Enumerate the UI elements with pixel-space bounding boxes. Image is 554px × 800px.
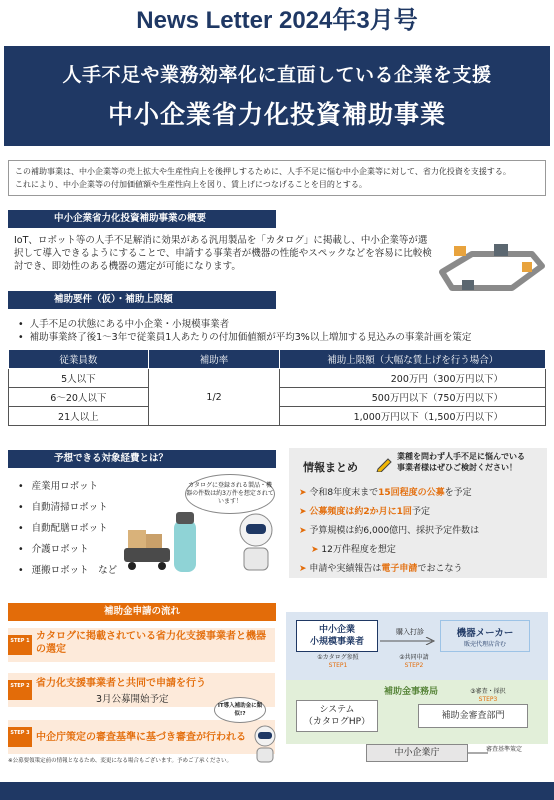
examples-heading: 予想できる対象経費とは？ xyxy=(8,450,276,468)
requirements-heading: 補助要件（仮）・補助上限額 xyxy=(8,291,276,309)
table-row xyxy=(9,369,546,388)
summary-item: ➤ 申請や実績報告は電子申請でおこなう xyxy=(299,560,479,579)
banner-title: 中小企業省力化投資補助事業 xyxy=(107,100,446,129)
limit-cell: 200万円（300万円以下） xyxy=(280,369,546,388)
requirement-item: • 人手不足の状態にある中小企業・小規模事業者 xyxy=(18,318,471,331)
info-summary xyxy=(289,448,547,578)
overview-text: IoT、ロボット等の人手不足解消に効果がある汎用製品を「カタログ」に掲載し、中小企業等が選択して導入できるようにすることで、申請する事業者が機器の性能やスペックなどを容易に比較検討でき、即効性のある機器の選定が可能になります。 xyxy=(14,235,432,272)
maker-box xyxy=(440,620,530,652)
intro-line-2: これにより、中小企業等の付加価値額や生産性向上を図り、賃上げにつなげることを目的とする。 xyxy=(15,180,367,189)
example-item: • 自動配膳ロボット xyxy=(18,518,117,539)
table-header-row xyxy=(9,350,546,369)
company-box: 中小企業 小規模事業者 xyxy=(296,620,378,652)
header-rate: 補助率 xyxy=(148,350,280,369)
step-3-text: 中企庁策定の審査基準に基づき審査が行われる xyxy=(36,732,246,743)
summary-note xyxy=(397,451,525,473)
step1-arrow-label: ①カタログ参照 STEP1 xyxy=(317,654,359,669)
step-1-text: カタログに掲載されている省力化支援事業者と機器の選定 xyxy=(36,631,266,655)
employees-cell: 21人以上 xyxy=(9,407,149,426)
examples-list xyxy=(18,476,117,581)
bottom-bar xyxy=(0,782,554,800)
overview-heading: 中小企業省力化投資補助事業の概要 xyxy=(8,210,276,228)
intro-line-1: この補助事業は、中小企業等の売上拡大や生産性向上を後押しするために、人手不足に悩む中小企業等に対して、省力化投資を支援する。 xyxy=(15,167,511,176)
office-label: 補助金事務局 xyxy=(384,687,439,697)
summary-note-line-1: 業種を問わず人手不足に悩んでいる xyxy=(397,452,525,461)
example-item: • 自動清掃ロボット xyxy=(18,497,117,518)
review-box: 補助金審査部門 xyxy=(418,704,528,728)
limit-cell: 500万円以下（750万円以下） xyxy=(280,388,546,407)
maker-sublabel: 販売代理店含む xyxy=(463,641,506,648)
step3-arrow-label: ③審査・採択 STEP3 xyxy=(470,688,506,703)
step-2-text: 省力化支援事業者と共同で申請を行う xyxy=(36,678,206,689)
summary-item: ➤ 予算規模は約6,000億円、採択予定件数は xyxy=(299,522,479,541)
system-box: システム （カタログHP） xyxy=(296,700,378,732)
header-limit: 補助上限額（大幅な賃上げを行う場合） xyxy=(280,350,546,369)
requirements-list xyxy=(18,318,471,344)
step-2-label: STEP 2 xyxy=(8,680,32,700)
pencil-icon xyxy=(375,454,393,472)
example-item: • 産業用ロボット xyxy=(18,476,117,497)
limit-cell: 1,000万円以下（1,500万円以下） xyxy=(280,407,546,426)
employees-cell: 6～20人以下 xyxy=(9,388,149,407)
step-2-subtext: 3月公募開始予定 xyxy=(96,694,169,705)
purchase-arrow xyxy=(380,637,440,645)
example-item: • 運搬ロボット など xyxy=(18,560,117,581)
intro-box xyxy=(8,160,546,196)
summary-item-continuation: ➤ 12万件程度を想定 xyxy=(299,541,479,560)
example-item: • 介護ロボット xyxy=(18,539,117,560)
banner-subtitle: 人手不足や業務効率化に直面している企業を支援 xyxy=(62,64,492,86)
purchase-label: 購入打診 xyxy=(396,628,424,636)
conveyor-illustration xyxy=(432,232,548,306)
rate-cell: 1/2 xyxy=(148,369,280,426)
it-subsidy-bubble: IT導入補助金に類似!? xyxy=(214,697,266,723)
step-1-label: STEP 1 xyxy=(8,635,32,655)
robots-illustration xyxy=(118,508,288,580)
maker-label: 機器メーカー xyxy=(456,628,514,639)
flow-heading: 補助金申請の流れ xyxy=(8,603,276,621)
footnote: ※公募要領策定前の情報となるため、変更になる場合もございます。予めご了承ください。 xyxy=(8,758,232,764)
step2-arrow-label: ②共同申請 STEP2 xyxy=(399,654,429,669)
summary-note-line-2: 事業者様はぜひご検討ください！ xyxy=(397,463,517,472)
catalog-count-bubble: カタログに登録される製品・機器の件数は約3万件を想定されています！ xyxy=(185,474,275,514)
requirement-item: • 補助事業終了後1～3年で従業員1人あたりの付加価値額が平均3%以上増加する見込みの事業計画を策定 xyxy=(18,331,471,344)
header-employees: 従業員数 xyxy=(9,350,149,369)
summary-item: ➤ 令和8年度末まで15回程度の公募を予定 xyxy=(299,484,479,503)
employees-cell: 5人以下 xyxy=(9,369,149,388)
summary-title: 情報まとめ xyxy=(303,461,358,474)
hero-banner xyxy=(4,46,550,146)
robot-mascot xyxy=(248,724,282,764)
summary-list xyxy=(299,484,479,579)
subsidy-table xyxy=(8,349,546,426)
criteria-label: 審査基準策定 xyxy=(485,746,522,753)
agency-box: 中小企業庁 xyxy=(366,744,468,762)
summary-item: ➤ 公募頻度は約2か月に1回予定 xyxy=(299,503,479,522)
newsletter-title: News Letter 2024年3月号 xyxy=(136,7,418,34)
step-3-label: STEP 3 xyxy=(8,727,32,747)
